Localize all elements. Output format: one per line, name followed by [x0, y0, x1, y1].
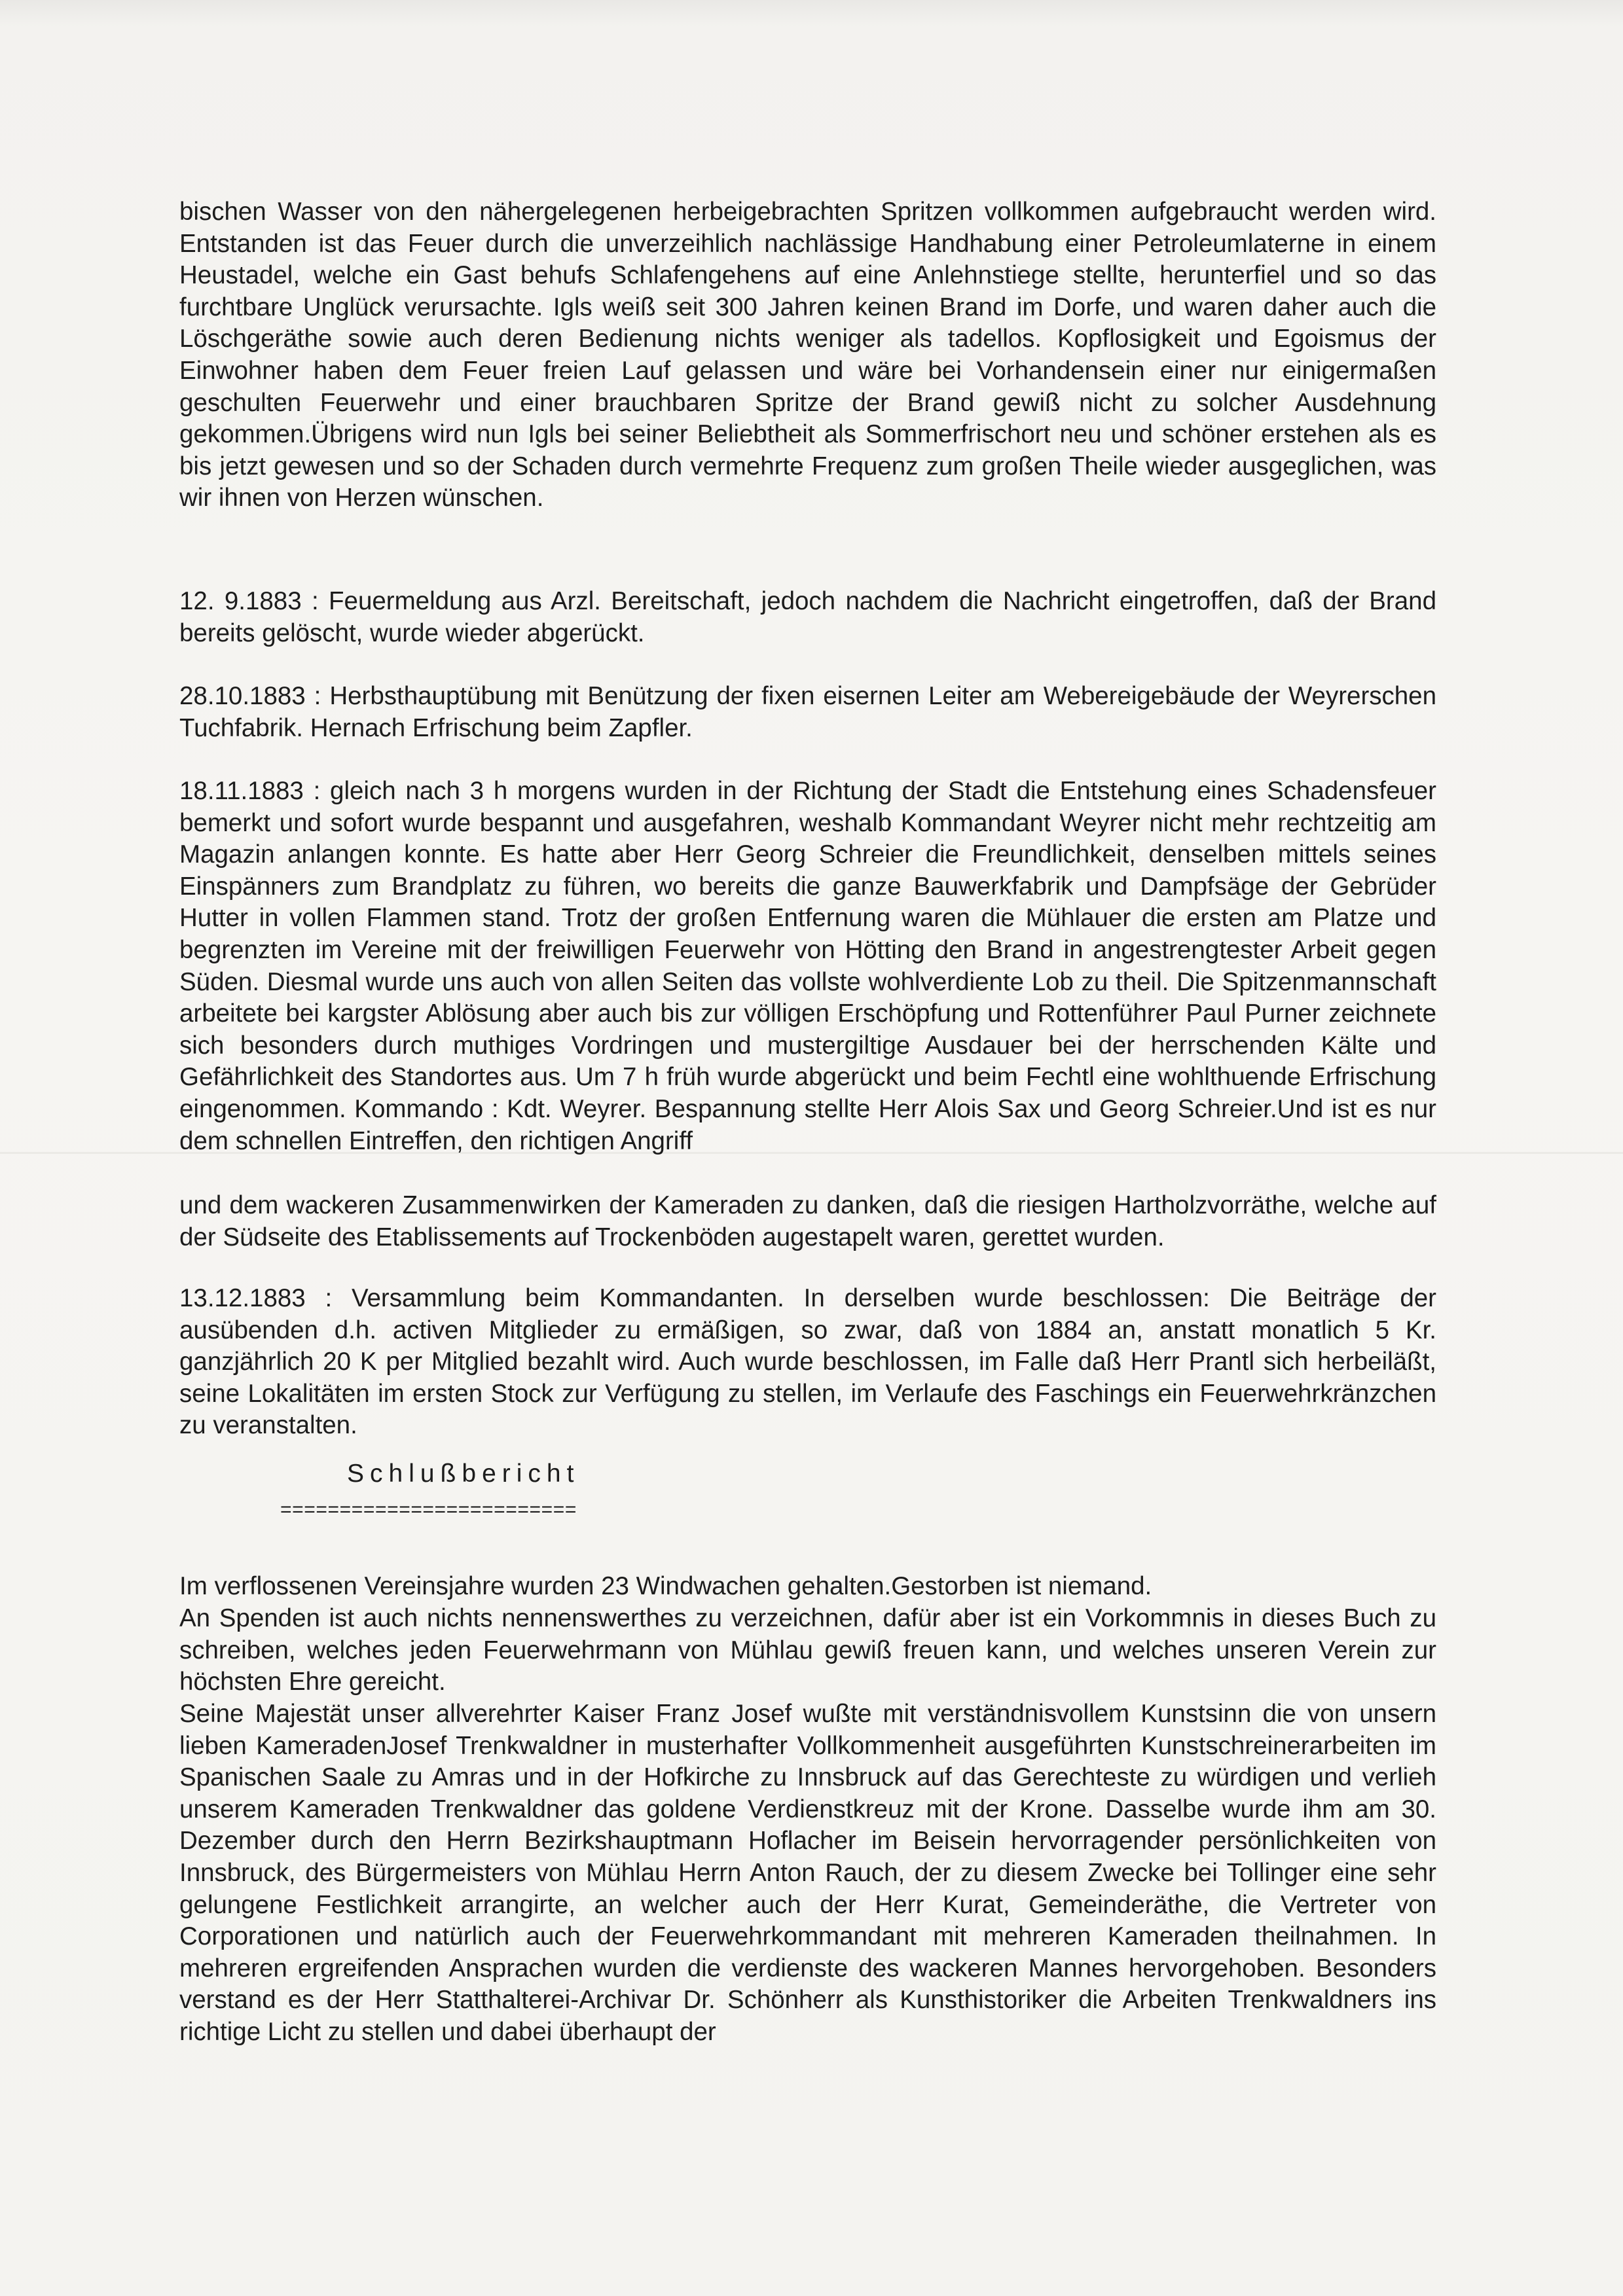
paragraph-igls-fire: bischen Wasser von den nähergelegenen herbeigebrachten Spritzen vollkommen aufgebraucht werden wird. Entstanden ist das Feuer durch die unverzeihlich nachlässige Handhabung einer Petroleumlaterne in einem Heustadel, welche ein Gast behufs Schlafengehens auf eine Anlehnstiege stellte, herunterfiel und so das furchtbare Unglück verursachte. Igls weiß seit 300 Jahren keinen Brand im Dorfe, und waren daher auch die Löschgeräthe sowie auch deren Bedienung nichts weniger als tadellos. Kopflosigkeit und Egoismus der Einwohner haben dem Feuer freien Lauf gelassen und wäre bei Vorhandensein einer nur einigermaßen geschulten Feuerwehr und einer brauchbaren Spritze der Brand gewiß nicht zu solcher Ausdehnung gekommen.Übrigens wird nun Igls bei seiner Beliebtheit als Sommerfrischort neu und schöner erstehen als es bis jetzt gewesen und so der Schaden durch vermehrte Frequenz zum großen Theile wieder ausgeglichen, was wir ihnen von Herzen wünschen. — [179, 198, 1436, 512]
entry-12-9-1883: 12. 9.1883 : Feuermeldung aus Arzl. Bereitschaft, jedoch nachdem die Nachricht eingetroffen, daß der Brand bereits gelöscht, wurde wieder abgerückt. — [179, 587, 1436, 647]
entry-28-10-1883: 28.10.1883 : Herbsthauptübung mit Benützung der fixen eisernen Leiter am Webereigebäude der Weyrerschen Tuchfabrik. Hernach Erfrischung beim Zapfler. — [179, 682, 1436, 742]
section-heading-schlussbericht: Schlußbericht — [347, 1460, 580, 1488]
page-top-shadow — [0, 0, 1623, 26]
paragraph-kaiser-verdienstkreuz: Seine Majestät unser allverehrter Kaiser Franz Josef wußte mit verständnisvollem Kunstsinn die von unsern lieben KameradenJosef Trenkwaldner in musterhafter Vollkommenheit ausgeführten Kunstschreinerarbeiten im Spanischen Saale zu Amras und in der Hofkirche zu Innsbruck auf das Gerechteste zu würdigen und verlieh unserem Kameraden Trenkwaldner das goldene Verdienstkreuz mit der Krone. Dasselbe wurde ihm am 30. Dezember durch den Herrn Bezirkshauptmann Hoflacher im Beisein hervorragender persönlichkeiten von Innsbruck, des Bürgermeisters von Mühlau Herrn Anton Rauch, der zu diesem Zwecke bei Tollinger eine sehr gelungene Festlichkeit arrangirte, an welcher auch der Herr Kurat, Gemeinderäthe, die Vertreter von Corporationen und natürlich auch der Feuerwehrkommandant mit mehreren Kameraden theilnahmen. In mehreren ergreifenden Ansprachen wurden die verdienste des wackeren Mannes hervorgehoben. Besonders verstand es der Herr Statthalterei-Archivar Dr. Schönherr als Kunsthistoriker die Arbeiten Trenkwaldners ins richtige Licht zu stellen und dabei überhaupt der — [179, 1700, 1436, 2046]
paragraph-spenden: An Spenden ist auch nichts nennenswerthes zu verzeichnen, dafür aber ist ein Vorkommnis in dieses Buch zu schreiben, welches jeden Feuerwehrmann von Mühlau gewiß freuen kann, und welches unseren Verein zur höchsten Ehre gereicht. — [179, 1604, 1436, 1696]
entry-18-11-1883-continued: und dem wackeren Zusammenwirken der Kameraden zu danken, daß die riesigen Hartholzvorräthe, welche auf der Südseite des Etablissements auf Trockenböden augestapelt waren, gerettet wurden. — [179, 1191, 1436, 1251]
heading-underline: ========================= — [280, 1499, 577, 1520]
entry-13-12-1883: 13.12.1883 : Versammlung beim Kommandanten. In derselben wurde beschlossen: Die Beiträge der ausübenden d.h. activen Mitglieder zu ermäßigen, so zwar, daß von 1884 an, anstatt monatlich 5 Kr. ganzjährlich 20 K per Mitglied bezahlt wird. Auch wurde beschlossen, im Falle daß Herr Prantl sich herbeiläßt, seine Lokalitäten im ersten Stock zur Verfügung zu stellen, im Verlaufe des Faschings ein Feuerwehrkränzchen zu veranstalten. — [179, 1284, 1436, 1440]
entry-18-11-1883: 18.11.1883 : gleich nach 3 h morgens wurden in der Richtung der Stadt die Entstehung eines Schadensfeuer bemerkt und sofort wurde bespannt und ausgefahren, weshalb Kommandant Weyrer nicht mehr rechtzeitig am Magazin anlangen konnte. Es hatte aber Herr Georg Schreier die Freundlichkeit, denselben mittels seines Einspänners zum Brandplatz zu führen, wo bereits die ganze Bauwerkfabrik und Dampfsäge der Gebrüder Hutter in vollen Flammen stand. Trotz der großen Entfernung waren die Mühlauer die ersten am Platze und begrenzten im Vereine mit der freiwilligen Feuerwehr von Hötting den Brand in angestrengtester Arbeit gegen Süden. Diesmal wurde uns auch von allen Seiten das vollste wohlverdiente Lob zu theil. Die Spitzenmannschaft arbeitete bei kargster Ablösung aber auch bis zur völligen Erschöpfung und Rottenführer Paul Purner zeichnete sich besonders durch muthiges Vordringen und mustergiltige Ausdauer bei der herrschenden Kälte und Gefährlichkeit des Standortes aus. Um 7 h früh wurde abgerückt und beim Fechtl eine wohlthuende Erfrischung eingenommen. Kommando : Kdt. Weyrer. Bespannung stellte Herr Alois Sax und Georg Schreier.Und ist es nur dem schnellen Eintreffen, den richtigen Angriff — [179, 777, 1436, 1155]
paragraph-windwachen: Im verflossenen Vereinsjahre wurden 23 Windwachen gehalten.Gestorben ist niemand. — [179, 1572, 1152, 1600]
